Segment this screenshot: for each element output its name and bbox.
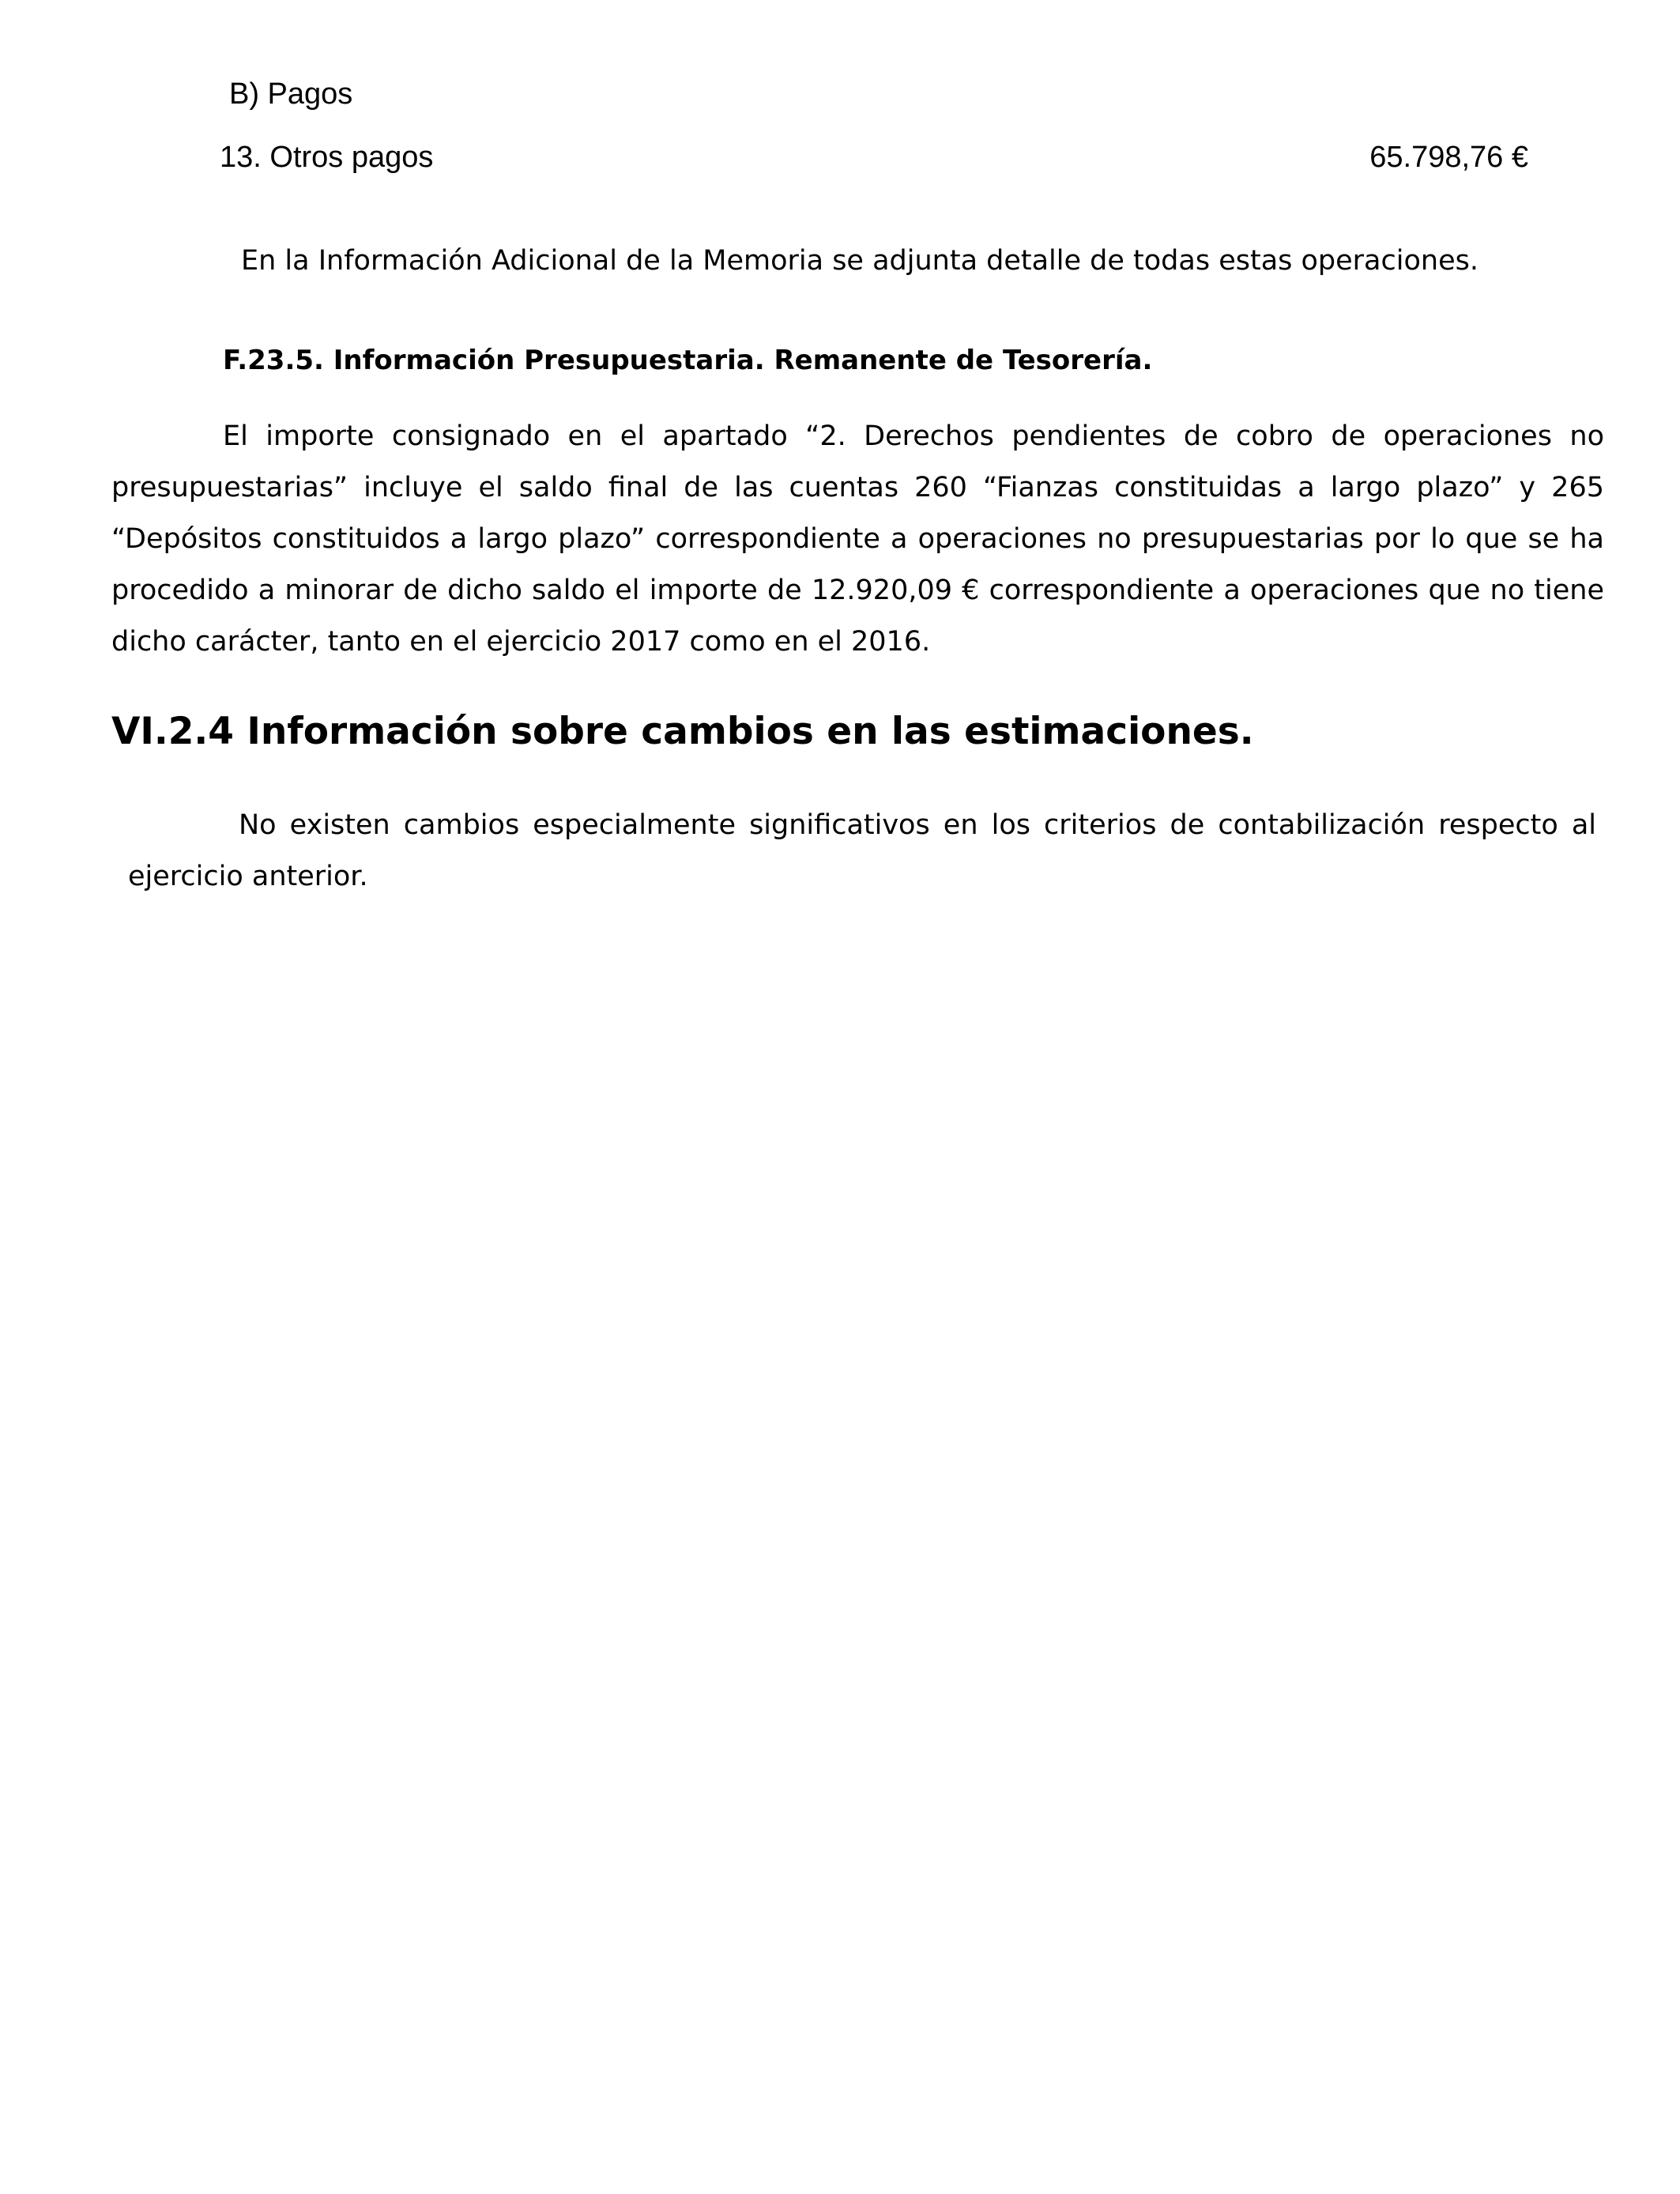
remanente-paragraph xyxy=(111,411,1604,668)
section-f235-title: F.23.5. Información Presupuestaria. Remanente de Tesorería. xyxy=(223,345,1153,376)
memoria-note: En la Información Adicional de la Memoria se adjunta detalle de todas estas operaciones. xyxy=(241,245,1478,277)
paragraph-line: “Depósitos constituidos a largo plazo” correspondiente a operaciones no presupuestarias por lo que se ha xyxy=(111,523,1604,555)
paragraph-line: El importe consignado en el apartado “2. Derechos pendientes de cobro de operaciones no xyxy=(223,420,1604,452)
paragraph-line: No existen cambios especialmente significativos en los criterios de contabilización respecto al xyxy=(239,809,1596,841)
otros-pagos-row xyxy=(220,141,1528,175)
otros-pagos-amount: 65.798,76 € xyxy=(1369,141,1528,174)
otros-pagos-label: 13. Otros pagos xyxy=(220,141,434,174)
paragraph-line: presupuestarias” incluye el saldo final de las cuentas 260 “Fianzas constituidas a largo plazo” y 265 xyxy=(111,472,1604,503)
paragraph-line: procedido a minorar de dicho saldo el importe de 12.920,09 € correspondiente a operaciones que no tiene xyxy=(111,575,1604,606)
pagos-heading: B) Pagos xyxy=(229,77,353,111)
cambios-paragraph xyxy=(128,800,1596,903)
paragraph-line: dicho carácter, tanto en el ejercicio 2017 como en el 2016. xyxy=(111,626,931,658)
section-vi24-title: VI.2.4 Información sobre cambios en las estimaciones. xyxy=(111,710,1254,753)
paragraph-line: ejercicio anterior. xyxy=(128,861,368,892)
